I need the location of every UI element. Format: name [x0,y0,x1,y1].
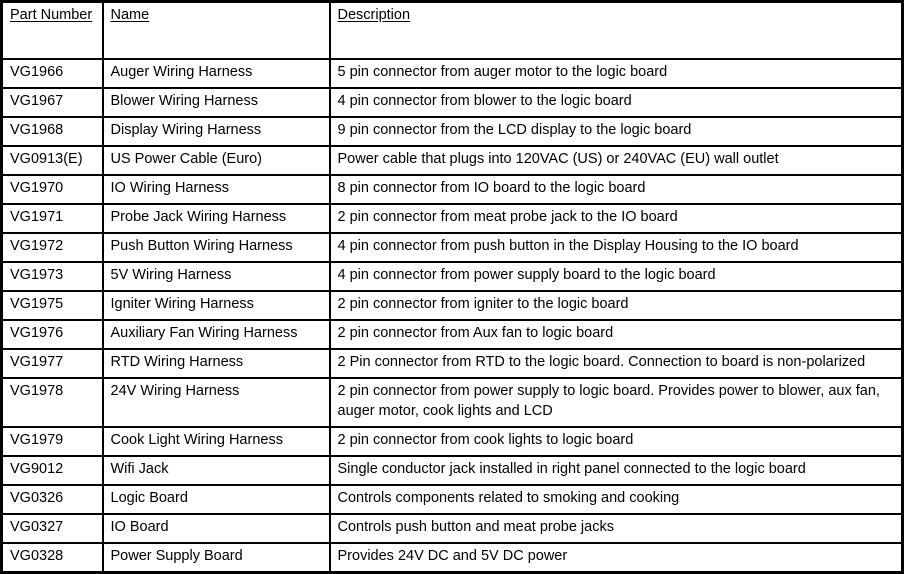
cell-part_number: VG1978 [2,378,103,427]
cell-part_number: VG1973 [2,262,103,291]
cell-name: Power Supply Board [103,543,330,573]
column-header-name [103,2,330,60]
cell-description: 9 pin connector from the LCD display to the logic board [330,117,903,146]
cell-description: 2 Pin connector from RTD to the logic board. Connection to board is non-polarized [330,349,903,378]
table-row [2,514,903,543]
cell-name: Blower Wiring Harness [103,88,330,117]
cell-name: Wifi Jack [103,456,330,485]
cell-name: Auxiliary Fan Wiring Harness [103,320,330,349]
table-row [2,233,903,262]
table-row [2,262,903,291]
column-header-description-label: Description [337,7,411,23]
table-row [2,88,903,117]
cell-description: 2 pin connector from meat probe jack to the IO board [330,204,903,233]
cell-part_number: VG1971 [2,204,103,233]
cell-description: Controls components related to smoking and cooking [330,485,903,514]
cell-description: 2 pin connector from igniter to the logic board [330,291,903,320]
column-header-part-number-label: Part Number [10,7,93,23]
cell-name: Logic Board [103,485,330,514]
cell-part_number: VG9012 [2,456,103,485]
cell-part_number: VG1976 [2,320,103,349]
cell-description: 2 pin connector from Aux fan to logic board [330,320,903,349]
table-row [2,427,903,456]
column-header-name-label: Name [110,7,150,23]
cell-description: Provides 24V DC and 5V DC power [337,548,568,564]
column-header-part-number [2,2,103,60]
cell-description: Controls push button and meat probe jacks [330,514,903,543]
cell-part_number: VG1967 [2,88,103,117]
table-row [2,117,903,146]
cell-name: Igniter Wiring Harness [103,291,330,320]
column-header-description [330,2,903,60]
table-row [2,485,903,514]
table-row [2,456,903,485]
table-row [2,146,903,175]
table-header-row [2,2,903,60]
cell-name: RTD Wiring Harness [103,349,330,378]
table-row [2,204,903,233]
cell-part_number: VG0328 [2,543,103,573]
cell-part_number: VG1966 [2,59,103,88]
cell-name: 24V Wiring Harness [103,378,330,427]
cell-name: IO Wiring Harness [103,175,330,204]
cell-part_number: VG0327 [2,514,103,543]
cell-name: Cook Light Wiring Harness [103,427,330,456]
table-row [2,59,903,88]
table-row [2,291,903,320]
cell-description: Single conductor jack installed in right panel connected to the logic board [330,456,903,485]
cell-part_number: VG1972 [2,233,103,262]
table-row [2,320,903,349]
cell-name: IO Board [103,514,330,543]
cell-name: 5V Wiring Harness [103,262,330,291]
cell-part_number: VG1979 [2,427,103,456]
table-row [2,349,903,378]
cell-description: 4 pin connector from blower to the logic board [330,88,903,117]
cell-description: 2 pin connector from power supply to logic board. Provides power to blower, aux fan, auger motor, cook lights and LCD [330,378,903,427]
cell-part_number: VG1968 [2,117,103,146]
cell-name: Push Button Wiring Harness [103,233,330,262]
cell-description: 8 pin connector from IO board to the logic board [330,175,903,204]
cell-description: 4 pin connector from power supply board to the logic board [330,262,903,291]
table-row [2,543,903,573]
cell-part_number: VG1970 [2,175,103,204]
cell-description: Power cable that plugs into 120VAC (US) or 240VAC (EU) wall outlet [330,146,903,175]
cell-name: Probe Jack Wiring Harness [103,204,330,233]
cell-name: US Power Cable (Euro) [103,146,330,175]
table-row [2,378,903,427]
cell-name: Auger Wiring Harness [103,59,330,88]
cell-description: 5 pin connector from auger motor to the logic board [330,59,903,88]
table-header [2,2,903,60]
table-row [2,175,903,204]
cell-part_number: VG0913(E) [2,146,103,175]
cell-name: Display Wiring Harness [103,117,330,146]
cell-description: 4 pin connector from push button in the Display Housing to the IO board [330,233,903,262]
cell-part_number: VG1977 [2,349,103,378]
cell-description: 2 pin connector from cook lights to logic board [330,427,903,456]
cell-part_number: VG1975 [2,291,103,320]
table-body [2,59,903,573]
cell-part_number: VG0326 [2,485,103,514]
